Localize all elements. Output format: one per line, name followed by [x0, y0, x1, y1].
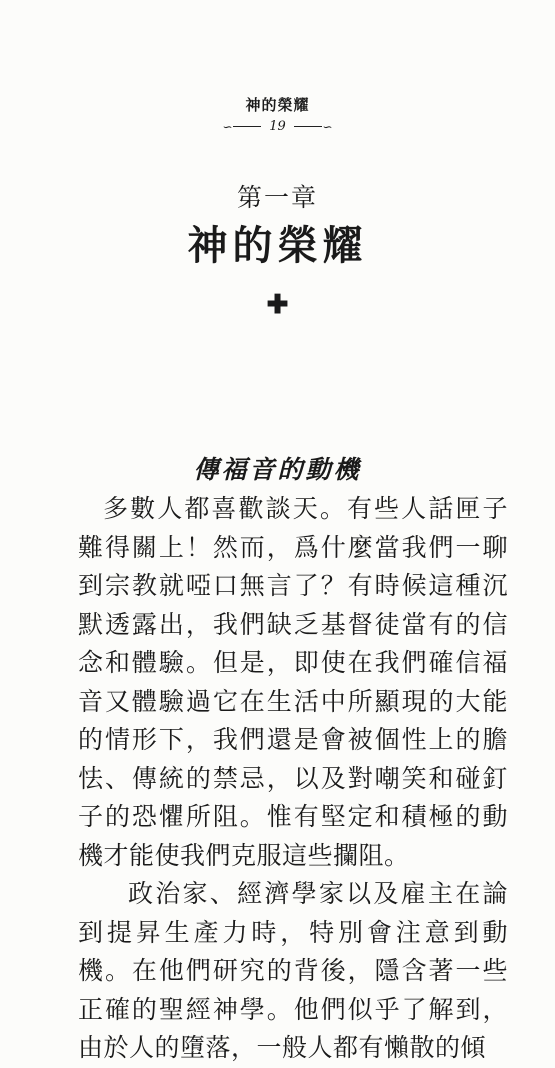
running-head-title: 神的榮耀 [245, 96, 310, 114]
running-head-rule [223, 119, 333, 134]
cross-ornament-icon: ✚ [266, 290, 289, 320]
body-text [78, 490, 508, 1068]
paragraph-1: 多數人都喜歡談天。有些人話匣子難得關上！然而，爲什麼當我們一聊到宗教就啞口無言了？有時候這種沉默透露出，我們缺乏基督徒當有的信念和體驗。但是，即使在我們確信福音又體驗過它在生活中所顯現的大能的情形下，我們還是會被個性上的膽怯、傳統的禁忌，以及對嘲笑和碰釘子的恐懼所阻。惟有堅定和積極的動機才能使我們克服這些攔阻。 [78, 494, 508, 870]
chapter-label: 第一章 [236, 183, 318, 212]
flourish-right-icon: ∽ [322, 119, 333, 134]
chapter-title: 神的榮耀 [187, 222, 368, 269]
rule-line-right [294, 126, 323, 127]
paragraph-2: 政治家、經濟學家以及雇主在論到提昇生產力時，特別會注意到動機。在他們研究的背後，隱含著一些正確的聖經神學。他們似乎了解到，由於人的墮落，一般人都有懶散的傾 [78, 879, 508, 1062]
rule-line-left [233, 126, 262, 127]
page-number: 19 [269, 119, 286, 134]
section-heading: 傳福音的動機 [193, 455, 362, 484]
flourish-left-icon: ∽ [222, 119, 233, 134]
running-head [0, 94, 555, 134]
